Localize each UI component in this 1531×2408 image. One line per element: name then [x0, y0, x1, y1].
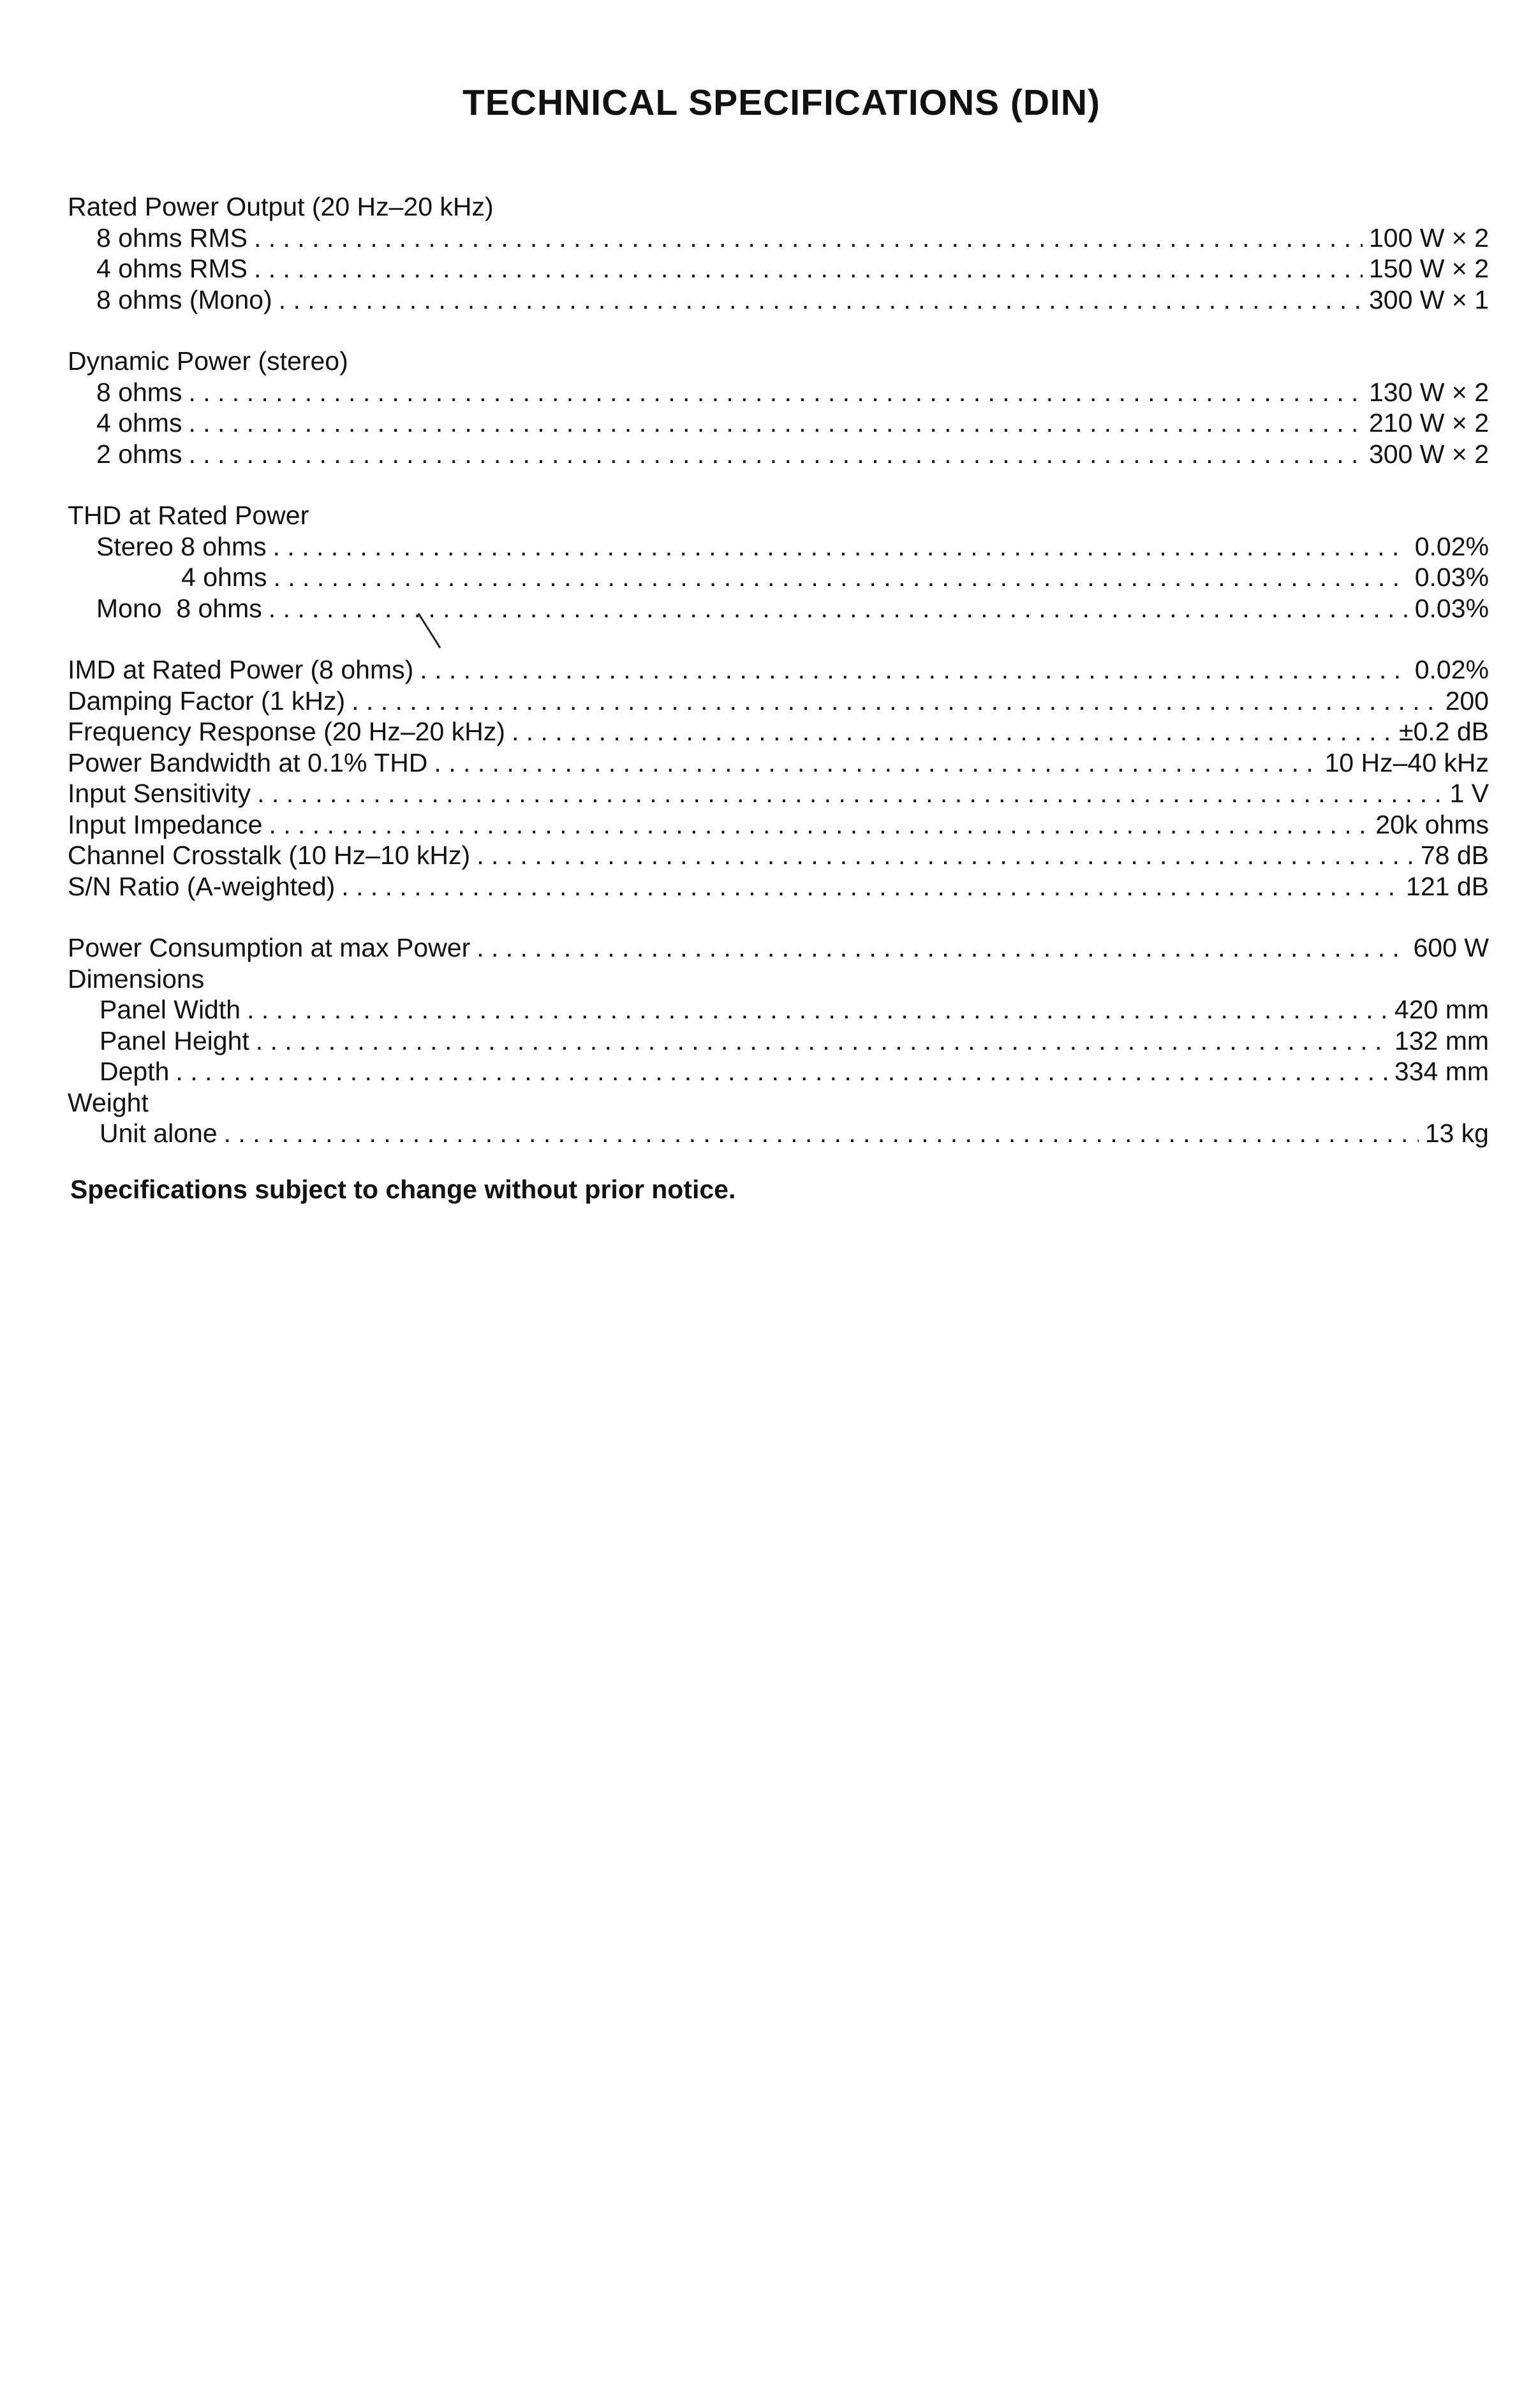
spec-value: 150 W × 2	[1368, 254, 1489, 283]
spec-label: 4 ohms	[96, 408, 182, 437]
spec-row	[68, 1056, 1489, 1087]
dot-leader	[254, 223, 1363, 254]
spec-row	[68, 994, 1489, 1025]
spec-value: 300 W × 1	[1368, 284, 1489, 314]
group-heading: Dimensions	[68, 964, 205, 994]
spec-value: 334 mm	[1394, 1057, 1489, 1086]
page-title: TECHNICAL SPECIFICATIONS (DIN)	[462, 82, 1101, 123]
spec-value: 100 W × 2	[1368, 223, 1489, 253]
group-heading: Weight	[68, 1087, 149, 1117]
dot-leader	[188, 377, 1363, 408]
spec-label: Mono 8 ohms	[96, 593, 262, 623]
dot-leader	[254, 253, 1363, 284]
spec-label: Power Bandwidth at 0.1% THD	[68, 747, 428, 777]
spec-row	[68, 747, 1489, 779]
dot-leader	[188, 407, 1363, 439]
spec-value: 20k ohms	[1375, 809, 1489, 839]
spec-list	[68, 191, 1489, 1180]
spec-row	[68, 223, 1489, 254]
spec-label: Depth	[100, 1057, 170, 1086]
spec-value: 130 W × 2	[1368, 377, 1489, 407]
spec-row	[68, 284, 1489, 316]
spec-label: Unit alone	[100, 1119, 218, 1148]
spec-group-performance	[68, 654, 1489, 902]
dot-leader	[434, 747, 1318, 779]
spec-row	[68, 1025, 1489, 1057]
spec-value: 600 W	[1413, 933, 1489, 962]
group-heading: Rated Power Output (20 Hz–20 kHz)	[68, 192, 494, 221]
spec-label: Input Impedance	[68, 809, 263, 839]
spec-row	[68, 809, 1489, 841]
spec-value: 1 V	[1449, 779, 1489, 808]
spec-value: 0.02%	[1414, 655, 1489, 684]
spec-label: Damping Factor (1 kHz)	[68, 686, 346, 716]
spec-value: ±0.2 dB	[1398, 717, 1489, 746]
spec-row	[68, 871, 1489, 902]
spec-value: 210 W × 2	[1368, 408, 1489, 437]
spec-row	[68, 1118, 1489, 1149]
spec-label: Input Sensitivity	[68, 779, 251, 808]
dot-leader	[351, 686, 1439, 717]
spec-group-rated-power	[68, 191, 1489, 315]
dot-leader	[477, 932, 1407, 964]
spec-row	[68, 531, 1489, 562]
spec-row	[68, 686, 1489, 717]
spec-row	[68, 562, 1489, 593]
spec-row	[68, 654, 1489, 686]
spec-value: 121 dB	[1406, 871, 1489, 901]
spec-value: 13 kg	[1424, 1119, 1489, 1148]
dot-leader	[273, 562, 1408, 593]
spec-label: Panel Height	[100, 1025, 249, 1055]
dot-leader	[257, 778, 1443, 809]
spec-value: 420 mm	[1394, 995, 1489, 1024]
group-heading: THD at Rated Power	[68, 501, 309, 530]
spec-label: Power Consumption at max Power	[68, 933, 471, 962]
spec-label: 4 ohms RMS	[96, 254, 248, 283]
dot-leader	[188, 439, 1363, 470]
dot-leader	[256, 1025, 1388, 1057]
dot-leader	[477, 840, 1414, 871]
dot-leader	[341, 871, 1400, 902]
spec-group-thd	[68, 500, 1489, 624]
spec-row	[68, 593, 1489, 624]
spec-row	[68, 840, 1489, 871]
dot-leader	[512, 716, 1393, 747]
dot-leader	[247, 994, 1388, 1025]
spec-group-physical	[68, 932, 1489, 1149]
dot-leader	[175, 1056, 1387, 1087]
spec-label: S/N Ratio (A-weighted)	[68, 871, 336, 901]
spec-label: Frequency Response (20 Hz–20 kHz)	[68, 717, 505, 746]
spec-label: 8 ohms	[96, 377, 182, 407]
spec-value: 10 Hz–40 kHz	[1324, 747, 1489, 777]
spec-group-dynamic-power	[68, 346, 1489, 469]
dot-leader	[420, 654, 1408, 686]
spec-label: Panel Width	[100, 995, 241, 1024]
group-heading: Dynamic Power (stereo)	[68, 346, 348, 376]
dot-leader	[273, 531, 1409, 562]
spec-label: 2 ohms	[96, 439, 182, 469]
spec-value: 132 mm	[1394, 1025, 1489, 1055]
spec-row	[68, 253, 1489, 284]
spec-value: 200	[1445, 686, 1489, 716]
spec-label: 8 ohms RMS	[96, 223, 248, 253]
disclaimer-note: Specifications subject to change without prior notice.	[70, 1175, 736, 1204]
spec-row	[68, 932, 1489, 964]
spec-label: Channel Crosstalk (10 Hz–10 kHz)	[68, 841, 471, 870]
dot-leader	[224, 1118, 1419, 1149]
spec-value: 78 dB	[1420, 841, 1489, 870]
spec-label: 4 ohms	[181, 562, 267, 592]
spec-row	[68, 407, 1489, 439]
spec-row	[68, 716, 1489, 747]
dot-leader	[269, 809, 1369, 841]
dot-leader	[279, 284, 1363, 316]
spec-value: 0.02%	[1414, 531, 1489, 561]
spec-value: 0.03%	[1414, 562, 1489, 592]
spec-label: Stereo 8 ohms	[96, 531, 267, 561]
spec-label: 8 ohms (Mono)	[96, 284, 272, 314]
spec-row	[68, 377, 1489, 408]
spec-value: 300 W × 2	[1368, 439, 1489, 469]
pen-stroke-mark	[417, 612, 443, 650]
spec-label: IMD at Rated Power (8 ohms)	[68, 655, 414, 684]
spec-value: 0.03%	[1414, 593, 1489, 623]
spec-row	[68, 439, 1489, 470]
spec-row	[68, 778, 1489, 809]
